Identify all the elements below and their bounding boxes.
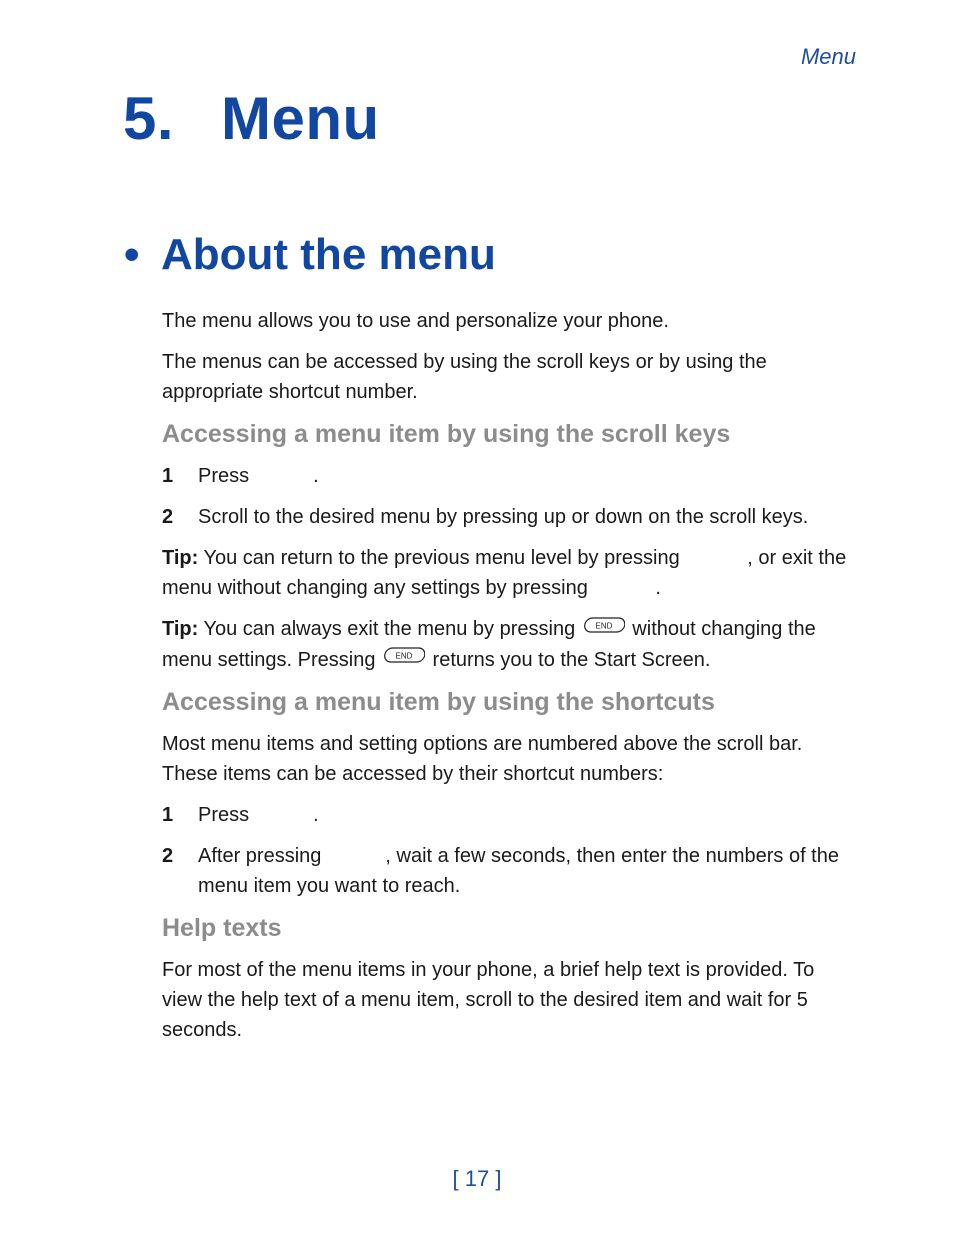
step-text-end: . xyxy=(313,465,319,487)
chapter-title xyxy=(123,84,380,153)
tip-label: Tip: xyxy=(162,547,199,569)
shortcuts-heading: Accessing a menu item by using the shortcuts xyxy=(162,688,715,717)
tip-text: returns you to the Start Screen. xyxy=(427,648,711,671)
scroll-step-1 xyxy=(162,461,856,491)
step-number: 2 xyxy=(162,506,174,528)
intro-paragraph-2: The menus can be accessed by using the scroll keys or by using the appropriate shortcut number. xyxy=(162,351,767,403)
tip-label: Tip: xyxy=(162,618,199,640)
tip-text: without changing the menu settings. Pressing xyxy=(162,618,816,671)
tip-text: You can always exit the menu by pressing xyxy=(198,618,581,640)
scroll-keys-heading: Accessing a menu item by using the scroll keys xyxy=(162,420,731,448)
running-header: Menu xyxy=(800,44,856,69)
svg-text:END: END xyxy=(595,621,613,631)
step-number: 2 xyxy=(162,845,174,868)
page-number: [ 17 ] xyxy=(452,1166,502,1191)
step-number: 1 xyxy=(162,804,174,827)
help-texts-paragraph: For most of the menu items in your phone, a brief help text is provided. To view the help text of a menu item, scroll to the desired item and wait for 5 seconds. xyxy=(162,959,815,1042)
help-texts-heading: Help texts xyxy=(162,914,282,943)
shortcut-step-1 xyxy=(162,800,856,830)
chapter-number: 5. xyxy=(123,85,175,152)
tip-text: You can return to the previous menu level by pressing xyxy=(198,547,686,569)
shortcuts-intro: Most menu items and setting options are numbered above the scroll bar. These items can be accessed by their shortcut numbers: xyxy=(162,733,803,786)
section-bullet: • xyxy=(124,230,140,279)
tip-text: . xyxy=(655,577,661,599)
chapter-title-text: Menu xyxy=(221,85,380,152)
end-key-icon xyxy=(583,613,625,643)
page-body xyxy=(162,306,856,1045)
step-text-end: . xyxy=(313,804,319,827)
shortcut-step-2 xyxy=(162,841,856,901)
section-title-text: About the menu xyxy=(161,230,496,279)
step-text: Press xyxy=(198,804,250,827)
tip-text: , or exit the menu without changing any settings by pressing xyxy=(162,547,847,599)
step-number: 1 xyxy=(162,465,174,487)
tip-1 xyxy=(162,543,856,603)
tip-2 xyxy=(162,614,856,675)
step-text: , wait a few seconds, then enter the numbers of the menu item you want to reach. xyxy=(198,845,839,898)
step-text: Scroll to the desired menu by pressing up or down on the scroll keys. xyxy=(198,506,809,528)
intro-paragraph-1: The menu allows you to use and personalize your phone. xyxy=(162,310,669,332)
section-title xyxy=(124,230,496,280)
svg-text:END: END xyxy=(395,651,413,661)
step-text: After pressing xyxy=(198,845,322,868)
scroll-step-2 xyxy=(162,502,856,532)
end-key-icon xyxy=(383,643,425,673)
step-text: Press xyxy=(198,465,250,487)
